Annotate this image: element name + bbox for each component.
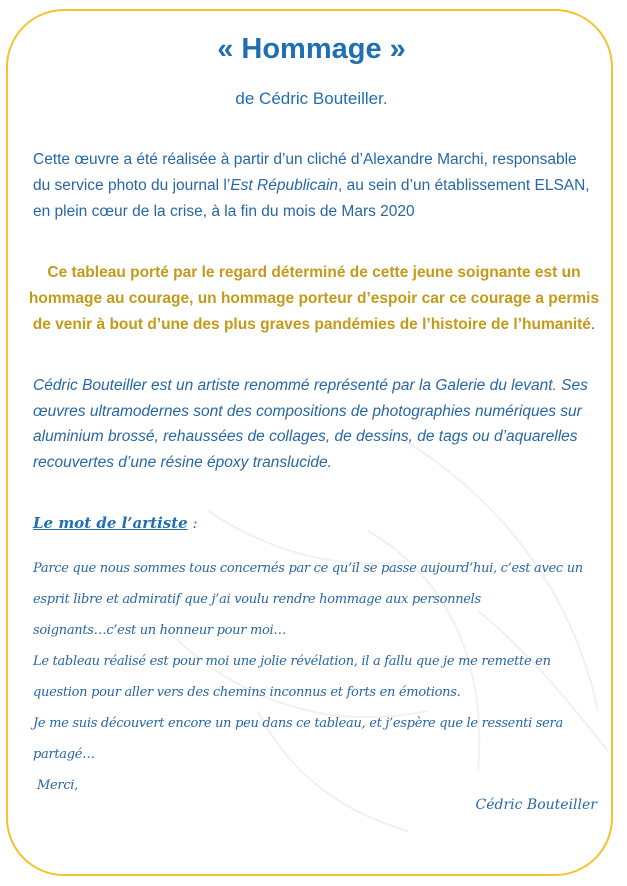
artist-word-heading-colon: : bbox=[187, 514, 198, 532]
intro-text-start: Cette œuvre a été réalisée à partir d’un cliché d’Alexandre Marchi, responsable du service photo du journal l’ bbox=[33, 151, 577, 194]
artist-bio-paragraph: Cédric Bouteiller est un artiste renommé représenté par la Galerie du levant. Ses œuvres ultramodernes sont des compositions de photographies numériques sur aluminium brossé, rehaussées de collages, de dessins, de tags ou d’aquarelles recouvertes d’une résine époxy translucide. bbox=[33, 377, 588, 471]
page-subtitle: de Cédric Bouteiller. bbox=[235, 89, 388, 108]
quote-line: Parce que nous sommes tous concernés par ce qu’il se passe aujourd’hui, c’est avec un bbox=[33, 561, 583, 576]
tribute-period: . bbox=[590, 316, 596, 333]
quote-line: question pour aller vers des chemins inconnus et forts en émotions. bbox=[33, 685, 461, 700]
newspaper-name: Est Républicain bbox=[230, 177, 339, 194]
tribute-card bbox=[6, 9, 613, 876]
quote-line: Merci, bbox=[37, 778, 78, 793]
artist-word-heading bbox=[33, 514, 198, 532]
quote-line: Je me suis découvert encore un peu dans ce tableau, et j’espère que le ressenti sera bbox=[33, 716, 563, 731]
artist-signature: Cédric Bouteiller bbox=[475, 797, 597, 813]
quote-line: partagé… bbox=[33, 747, 95, 762]
tribute-text: Ce tableau porté par le regard déterminé de cette jeune soignante est un hommage au courage, un hommage porteur d’espoir car ce courage a permis de venir à bout d’une des plus graves pandémies de l’histoire de l’humanité bbox=[28, 264, 600, 333]
intro-paragraph bbox=[33, 147, 593, 225]
page-title: « Hommage » bbox=[217, 33, 406, 65]
quote-line: esprit libre et admiratif que j’ai voulu rendre hommage aux personnels bbox=[33, 592, 481, 607]
artist-quote bbox=[33, 553, 603, 801]
intro-text-end: , au sein d’un établissement ELSAN, en plein cœur de la crise, à la fin du mois de Mars 2020 bbox=[33, 177, 590, 220]
quote-line: Le tableau réalisé est pour moi une jolie révélation, il a fallu que je me remette en bbox=[33, 654, 551, 669]
artist-word-heading-label: Le mot de l’artiste bbox=[33, 514, 188, 532]
tribute-paragraph bbox=[28, 260, 600, 338]
quote-line: soignants…c’est un honneur pour moi… bbox=[33, 623, 287, 638]
